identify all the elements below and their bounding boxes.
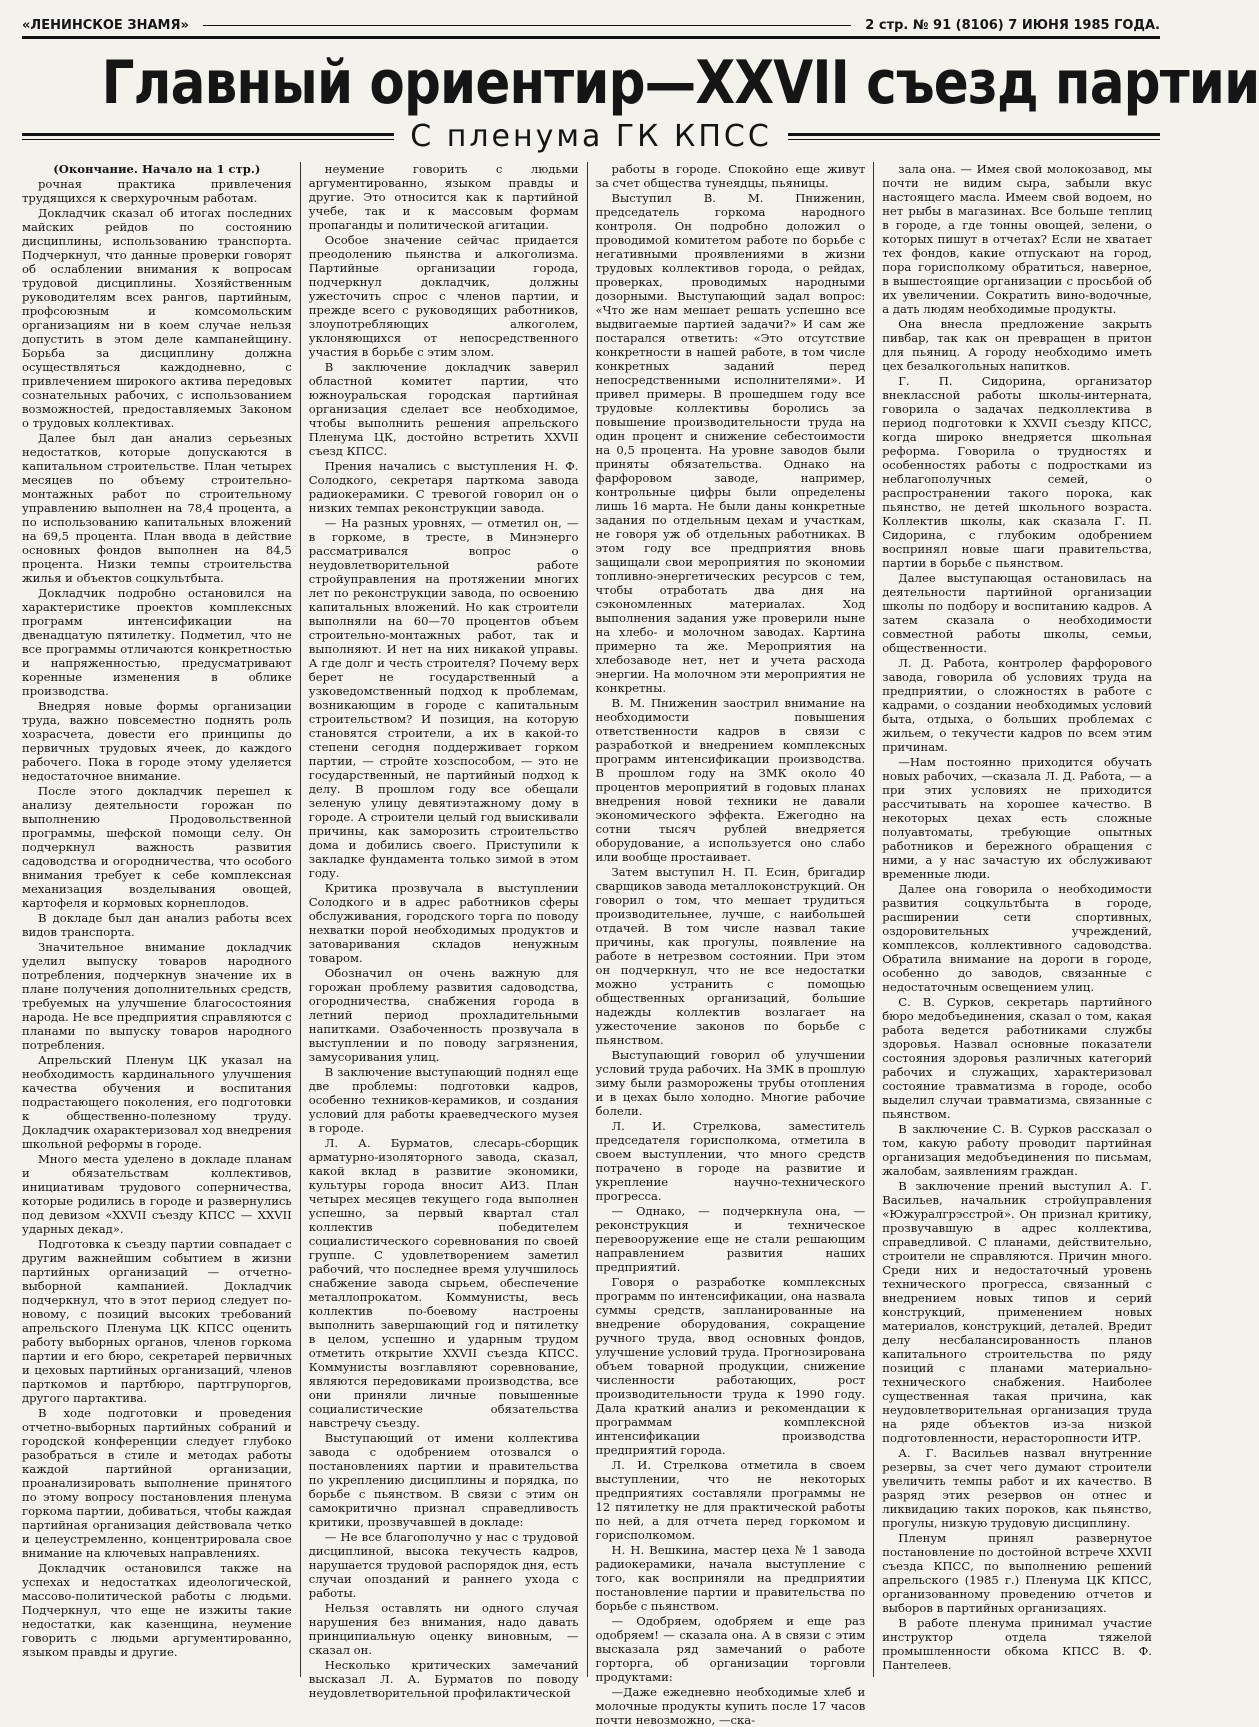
article-paragraph: Докладчик сказал об итогах последних майских рейдов по состоянию дисциплины, использованию транспорта. Подчеркнул, что данные проверки говорят об ослаблении внимания к вопросам трудовой дисциплины. Хозяйственным руководителям всех рангов, партийным, профсоюзным и комсомольским организациям ни в коем случае нельзя допустить в этом деле кампанейщину. Борьба за дисциплину должна осуществляться каждодневно, с привлечением широкого актива передовых сознательных рабочих, с использованием возможностей, предоставляемых Законом о трудовых коллективах. xyxy=(22,206,292,430)
article-paragraph: С. В. Сурков, секретарь партийного бюро медобъединения, сказал о том, какая работа ведется работниками службы здоровья. Назвал основные показатели состояния здоровья различных категорий рабочих и служащих, характеризовал состояние травматизма в городе, особо выделил случаи травматизма, связанные с пьянством. xyxy=(882,995,1152,1121)
subheadline-rule-right xyxy=(788,133,1160,140)
article-paragraph: неумение говорить с людьми аргументированно, языком правды и другие. Это относится как к партийной учебе, так и к массовым формам пропаганды и политической агитации. xyxy=(308,162,579,232)
article-paragraph: После этого докладчик перешел к анализу деятельности горожан по выполнению Продовольственной программы, шефской помощи селу. Он подчеркнул важность развития садоводства и огородничества, что особого внимания требует к себе комплексная механизация возделывания овощей, картофеля и кормовых корнеплодов. xyxy=(22,784,292,910)
article-paragraph: Критика прозвучала в выступлении Солодкого и в адрес работников сферы обслуживания, городского торга по поводу нехватки порой необходимых продуктов и затоваривания складов ненужным товаром. xyxy=(308,881,579,965)
issue-info: 2 стр. № 91 (8106) 7 ИЮНЯ 1985 ГОДА. xyxy=(865,18,1160,33)
article-paragraph: Г. П. Сидорина, организатор внеклассной работы школы-интерната, говорила о задачах педколлектива в период подготовки к XXVII съезду КПСС, когда широко внедряется школьная реформа. Говорила о трудностях и особенностях работы с подростками из неблагополучных семей, о распространении такого порока, как пьянство, не детей школьного возраста. Коллектив школы, как сказала Г. П. Сидорина, с глубоким одобрением воспринял новые шаги правительства, партии в борьбе с пьянством. xyxy=(882,374,1152,570)
article-paragraph: В работе пленума принимал участие инструктор отдела тяжелой промышленности обкома КПСС В. Ф. Пантелеев. xyxy=(882,1616,1152,1672)
article-paragraph: Особое значение сейчас придается преодолению пьянства и алкоголизма. Партийные организации города, подчеркнул докладчик, должны ужесточить спрос с членов партии, и прежде всего с руководящих работников, злоупотребляющих алкоголем, уклоняющихся от непосредственного участия в борьбе с этим злом. xyxy=(308,233,579,359)
article-paragraph: — Не все благополучно у нас с трудовой дисциплиной, высока текучесть кадров, нарушается трудовой распорядок дня, есть случаи опозданий и раннего ухода с работы. xyxy=(308,1530,579,1600)
article-column-3 xyxy=(587,162,874,1727)
continuation-note: (Окончание. Начало на 1 стр.) xyxy=(53,162,261,176)
article-paragraph: В ходе подготовки и проведения отчетно-выборных партийных собраний и городской конференции следует глубоко разобраться в стиле и методах работы каждой партийной организации, проанализировать выполнение принятого по этому вопросу постановления пленума горкома партии, добиваться, чтобы каждая партийная организация действовала четко и целеустремленно, концентрировала свое внимание на ключевых направлениях. xyxy=(22,1406,292,1560)
article-paragraph: В заключение С. В. Сурков рассказал о том, какую работу проводит партийная организация медобъединения по письмам, жалобам, заявлениям граждан. xyxy=(882,1122,1152,1178)
article-paragraph: Говоря о разработке комплексных программ по интенсификации, она назвала суммы средств, запланированные на внедрение оборудования, сокращение ручного труда, ввод основных фондов, улучшение условий труда. Прогнозирована объем товарной продукции, снижение численности работающих, рост производительности труда к 1990 году. Дала краткий анализ и рекомендации к программам комплексной интенсификации производства предприятий города. xyxy=(595,1275,866,1457)
article-paragraph: Много места уделено в докладе планам и обязательствам коллективов, инициативам трудового соперничества, которые родились в городе и развернулись под девизом «XXVII съезду КПСС — XXVII ударных декад». xyxy=(22,1152,292,1236)
article-columns xyxy=(22,162,1160,1727)
article-paragraph: —Нам постоянно приходится обучать новых рабочих, —сказала Л. Д. Работа, — а при этих условиях не приходится рассчитывать на хорошее качество. В некоторых цехах есть сложные полуавтоматы, требующие опытных работников и бережного обращения с ними, а у нас зачастую их обслуживают временные люди. xyxy=(882,755,1152,881)
article-column-1 xyxy=(22,162,300,1677)
article-paragraph: Л. И. Стрелкова, заместитель председателя горисполкома, отметила в своем выступлении, что много средств потрачено в городе на развитие и укрепление научно-технического прогресса. xyxy=(595,1119,866,1203)
article-paragraph: Л. Д. Работа, контролер фарфорового завода, говорила об условиях труда на предприятии, о сложностях в работе с кадрами, о создании необходимых условий быта, отдыха, о больших проблемах с жильем, о текучести кадров по всем этим причинам. xyxy=(882,656,1152,754)
masthead xyxy=(22,18,1160,39)
article-paragraph: Апрельский Пленум ЦК указал на необходимость кардинального улучшения качества обучения и воспитания подрастающего поколения, его подготовки к общественно-полезному труду. Докладчик охарактеризовал ход внедрения школьной реформы в городе. xyxy=(22,1053,292,1151)
masthead-divider xyxy=(203,25,851,26)
article-paragraph: Л. А. Бурматов, слесарь-сборщик арматурно-изоляторного завода, сказал, какой вклад в развитие экономики, культуры города вносит АИЗ. План четырех месяцев текущего года выполнен успешно, за первый квартал стал коллектив победителем социалистического соревнования по своей группе. С удовлетворением заметил рабочий, что последнее время улучшилось снабжение завода сырьем, обеспечение металлопрокатом. Коммунисты, весь коллектив по-боевому настроены выполнить завершающий год и пятилетку в целом, успешно и ударным трудом отметить открытие XXVII съезда КПСС. Коммунисты возглавляют соревнование, являются передовиками производства, все они приняли личные повышенные социалистические обязательства навстречу съезду. xyxy=(308,1136,579,1430)
article-paragraph: Далее был дан анализ серьезных недостатков, которые допускаются в капитальном строительстве. План четырех месяцев по объему строительно-монтажных работ по строительному управлению выполнен на 78,4 процента, а по использованию капитальных вложений на 69,5 процента. План ввода в действие основных фондов выполнен на 84,5 процента. Низки темпы строительства жилья и объектов соцкультбыта. xyxy=(22,431,292,585)
article-paragraph: —Даже ежедневно необходимые хлеб и молочные продукты купить после 17 часов почти невозможно, —ска- xyxy=(595,1685,866,1727)
newspaper-name: «ЛЕНИНСКОЕ ЗНАМЯ» xyxy=(22,18,189,33)
article-paragraph: зала она. — Имея свой молокозавод, мы почти не видим сыра, забыли вкус настоящего масла. Имеем свой водоем, но нет рыбы в магазинах. Все больше теплиц в городе, а где тонны овощей, зелени, о которых пишут в отчетах? Если не хватает тех фондов, какие отпускают на город, пора горисполкому обратиться, наверное, в вышестоящие организации с просьбой об их увеличении. Сократить вино-водочные, а дать людям необходимые продукты. xyxy=(882,162,1152,316)
article-paragraph: Затем выступил Н. П. Есин, бригадир сварщиков завода металлоконструкций. Он говорил о том, что мешает трудиться производительнее, лучше, с наибольшей отдачей. В том числе назвал такие причины, как прогулы, появление на работе в нетрезвом состоянии. При этом он подчеркнул, что не все недостатки можно устранить с помощью общественных организаций, большие надежды коллектив возлагает на ужесточение законов по борьбе с пьянством. xyxy=(595,865,866,1047)
subheadline-rule-left xyxy=(22,133,394,140)
article-paragraph: Прения начались с выступления Н. Ф. Солодкого, секретаря парткома завода радиокерамики. С тревогой говорил он о низких темпах реконструкции завода. xyxy=(308,459,579,515)
article-paragraph: В докладе был дан анализ работы всех видов транспорта. xyxy=(22,911,292,939)
article-column-4 xyxy=(873,162,1160,1677)
page-headline: Главный ориентир—XXVII съезд партии xyxy=(101,48,1259,118)
article-paragraph: Далее выступающая остановилась на деятельности партийной организации школы по подбору и воспитанию кадров. А затем сказала о необходимости совместной работы школы, семьи, общественности. xyxy=(882,571,1152,655)
article-paragraph: В заключение докладчик заверил областной комитет партии, что южноуральская городская партийная организация сделает все необходимое, чтобы выполнить решения апрельского Пленума ЦК, достойно встретить XXVII съезд КПСС. xyxy=(308,360,579,458)
article-paragraph: работы в городе. Спокойно еще живут за счет общества тунеядцы, пьяницы. xyxy=(595,162,866,190)
article-paragraph: А. Г. Васильев назвал внутренние резервы, за счет чего думают строители увеличить темпы работ и их качество. В разряд этих резервов он отнес и ликвидацию таких пороков, как пьянство, прогулы, низкую трудовую дисциплину. xyxy=(882,1446,1152,1530)
article-paragraph: Далее она говорила о необходимости развития соцкультбыта в городе, расширении сети спортивных, оздоровительных учреждений, комплексов, коллективного садоводства. Обратила внимание на дороги в городе, особенно до заводов, связанные с недостаточным освещением улиц. xyxy=(882,882,1152,994)
article-paragraph: Нельзя оставлять ни одного случая нарушения без внимания, надо давать принципиальную оценку виновным, — сказал он. xyxy=(308,1601,579,1657)
article-paragraph: Докладчик остановился также на успехах и недостатках идеологической, массово-политической работы с людьми. Подчеркнул, что еще не изжиты такие недостатки, как казенщина, неумение говорить с людьми аргументированно, языком правды и другие. xyxy=(22,1561,292,1659)
article-paragraph: В. М. Пниженин заострил внимание на необходимости повышения ответственности кадров в связи с разработкой и внедрением комплексных программ интенсификации производства. В прошлом году на ЗМК около 40 процентов мероприятий в годовых планах внедрения новой техники не давали экономического эффекта. Ежегодно на сотни тысяч рублей внедряется оборудование, а используется оно слабо или вообще простаивает. xyxy=(595,696,866,864)
article-paragraph: Подготовка к съезду партии совпадает с другим важнейшим событием в жизни партийных организаций — отчетно-выборной кампанией. Докладчик подчеркнул, что в этот период следует по-новому, с позиций высоких требований апрельского Пленума ЦК КПСС оценить работу выборных органов, членов горкома партии и его бюро, секретарей первичных и цеховых партийных организаций, членов парткомов и партбюро, партгрупоргов, другого партактива. xyxy=(22,1237,292,1405)
article-paragraph: — Однако, — подчеркнула она, — реконструкция и техническое перевооружение еще не стали решающим направлением развития наших предприятий. xyxy=(595,1204,866,1274)
subheadline: С пленума ГК КПСС xyxy=(410,119,772,154)
article-paragraph: Она внесла предложение закрыть пивбар, так как он превращен в притон для пьяниц. А городу необходимо иметь цех безалкогольных напитков. xyxy=(882,317,1152,373)
article-paragraph: Обозначил он очень важную для горожан проблему развития садоводства, огородничества, снабжения города в летний период прохладительными напитками. Озабоченность прозвучала в выступлении и по поводу загрязнения, замусоривания улиц. xyxy=(308,966,579,1064)
subheadline-row xyxy=(22,119,1160,154)
article-paragraph: Пленум принял развернутое постановление по достойной встрече XXVII съезда КПСС, по выполнению решений апрельского (1985 г.) Пленума ЦК КПСС, организованному проведению отчетов и выборов в партийных организациях. xyxy=(882,1531,1152,1615)
article-paragraph: Несколько критических замечаний высказал Л. А. Бурматов по поводу неудовлетворительной профилактической xyxy=(308,1658,579,1700)
article-paragraph: Докладчик подробно остановился на характеристике проектов комплексных программ интенсификации на двенадцатую пятилетку. Подметил, что не все программы отличаются конкретностью и напряженностью, предусматривают коренные изменения в облике производства. xyxy=(22,586,292,698)
article-paragraph: Н. Н. Вешкина, мастер цеха № 1 завода радиокерамики, начала выступление с того, как восприняли на предприятии постановление партии и правительства по борьбе с пьянством. xyxy=(595,1543,866,1613)
article-paragraph: Выступил В. М. Пниженин, председатель горкома народного контроля. Он подробно доложил о проводимой комитетом работе по борьбе с негативными проявлениями в жизни трудовых коллективов города, о рейдах, проверках, проводимых народными дозорными. Выступающий задал вопрос: «Что же нам мешает решать успешно все выдвигаемые партией задачи?» И сам же постарался ответить: «Это отсутствие конкретности в нашей работе, в том числе конкретных заданий перед непосредственными исполнителями». И привел примеры. В прошедшем году все трудовые коллективы боролись за повышение производительности труда на один процент и снижение себестоимости на 0,5 процента. На уровне заводов были приняты обязательства. Однако на фарфоровом заводе, например, контрольные цифры были определены лишь 16 марта. Не были даны конкретные задания по отдельным цехам и участкам, не говоря уж об отдельных работниках. В этом году все предприятия вновь защищали свои мероприятия по экономии топливно-энергетических ресурсов с тем, чтобы отработать два дня на сэкономленных материалах. Ход выполнения задания уже проверили ныне на хлебо- и молочном заводах. Картина примерно та же. Мероприятия на хлебозаводе нет, нет и учета расхода энергии. На молочном эти мероприятия не конкретны. xyxy=(595,191,866,695)
article-paragraph: Внедряя новые формы организации труда, важно повсеместно поднять роль хозрасчета, довести его принципы до первичных трудовых ячеек, до каждого рабочего. Пока в городе этому уделяется недостаточное внимание. xyxy=(22,699,292,783)
article-paragraph: Л. И. Стрелкова отметила в своем выступлении, что не некоторых предприятиях составляли программы не 12 пятилетку не для практической работы по ней, а для отчета перед горкомом и горисполкомом. xyxy=(595,1458,866,1542)
article-paragraph: Выступающий от имени коллектива завода с одобрением отозвался о постановлениях партии и правительства по укреплению дисциплины и порядка, по борьбе с пьянством. В связи с этим он самокритично признал справедливость критики, прозвучавшей в докладе: xyxy=(308,1431,579,1529)
article-paragraph: Значительное внимание докладчик уделил выпуску товаров народного потребления, подчеркнув значение их в плане получения дополнительных средств, требуемых на улучшение благосостояния народа. Не все предприятия справляются с планами по выпуску товаров народного потребления. xyxy=(22,940,292,1052)
article-paragraph: рочная практика привлечения трудящихся к сверхурочным работам. xyxy=(22,177,292,205)
article-paragraph: Выступающий говорил об улучшении условий труда рабочих. На ЗМК в прошлую зиму были разморожены трубы отопления и в цехах было холодно. Многие рабочие болели. xyxy=(595,1048,866,1118)
article-paragraph: В заключение выступающий поднял еще две проблемы: подготовки кадров, особенно техников-керамиков, и создания условий для работы краеведческого музея в городе. xyxy=(308,1065,579,1135)
article-column-2 xyxy=(300,162,587,1700)
article-paragraph: В заключение прений выступил А. Г. Васильев, начальник стройуправления «Южуралгрэсстрой». Он признал критику, прозвучавшую в адрес коллектива, справедливой. С планами, действительно, строители не справляются. Причин много. Среди них и недостаточный уровень технического прогресса, связанный с внедрением новых типов и серий конструкций, применением новых материалов, конструкций, деталей. Вредит делу несбалансированность планов капитального строительства по ряду позиций с планами материально-технического снабжения. Наиболее существенная такая причина, как неудовлетворительная организация труда на ряде объектов из-за низкой подготовленности, нерасторопности ИТР. xyxy=(882,1179,1152,1445)
article-paragraph: — На разных уровнях, — отметил он, — в горкоме, в тресте, в Минэнерго рассматривался вопрос о неудовлетворительной работе стройуправления на протяжении многих лет по реконструкции завода, по освоению капитальных вложений. Но как строители выполняли на 60—70 процентов объем строительно-монтажных работ, так и выполняют. И нет на них никакой управы. А где долг и честь строителя? Почему верх берет не государственный а узковедомственный подход к проблемам, возникающим в городе с капитальным строительством? И позиция, на которую становятся строители, а их в какой-то степени сегодня поддерживает горком партии, — стройте хозспособом, — это не государственный, не партийный подход к делу. В прошлом году все обещали зеленую улицу девятиэтажному дому в городе. А строители целый год выискивали причины, как заморозить строительство дома и добились своего. Приступили к закладке фундамента только зимой в этом году. xyxy=(308,516,579,880)
article-paragraph: — Одобряем, одобряем и еще раз одобряем! — сказала она. А в связи с этим высказала ряд замечаний о работе горторга, об организации торговли продуктами: xyxy=(595,1614,866,1684)
